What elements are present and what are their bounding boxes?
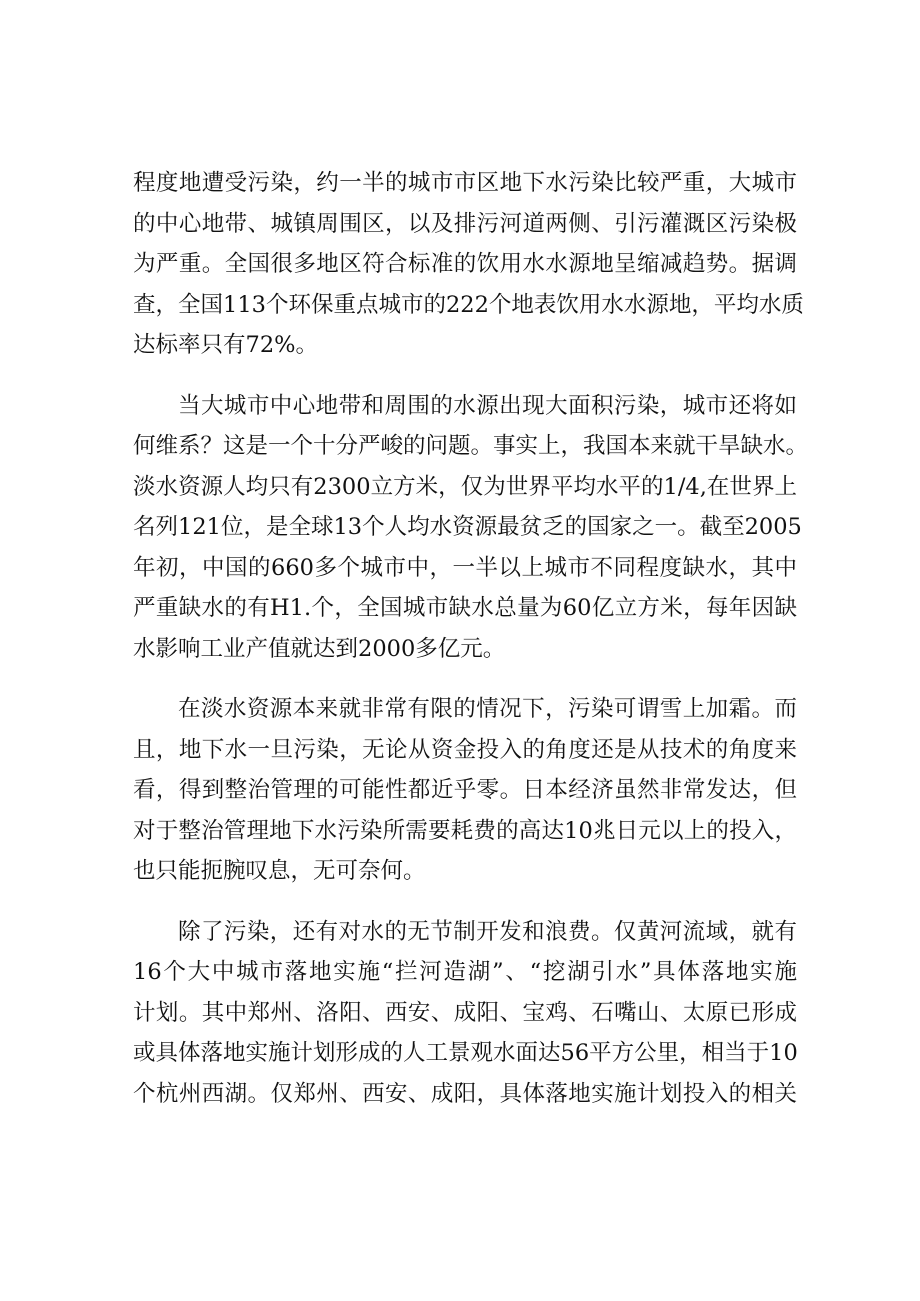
- text-line: 为严重。全国很多地区符合标准的饮用水水源地呈缩减趋势。据调: [133, 251, 797, 277]
- text-line: 也只能扼腕叹息，无可奈何。: [133, 858, 426, 884]
- text-line: 个杭州西湖。仅郑州、西安、成阳，具体落地实施计划投入的相关: [133, 1080, 797, 1107]
- text-line: 的中心地带、城镇周围区，以及排污河道两侧、引污灌溉区污染极: [133, 210, 797, 237]
- text-line: 16个大中城市落地实施“拦河造湖”、“挖湖引水”具体落地实施: [133, 959, 797, 985]
- text-line: 在淡水资源本来就非常有限的情况下，污染可谓雪上加霜。而: [178, 696, 797, 722]
- text-line: 何维系？这是一个十分严峻的问题。事实上，我国本来就干旱缺水。: [133, 433, 809, 459]
- paragraph-2: [133, 386, 809, 670]
- paragraph-4: [133, 912, 797, 1115]
- document-body: [133, 163, 809, 1134]
- paragraph-3: [133, 689, 797, 892]
- text-line: 对于整治管理地下水污染所需要耗费的高达10兆日元以上的投入，: [133, 817, 797, 844]
- text-line: 水影响工业产值就达到2000多亿元。: [133, 635, 506, 662]
- text-line: 查，全国113个环保重点城市的222个地表饮用水水源地，平均水质: [133, 291, 804, 318]
- text-line: 看，得到整治管理的可能性都近乎零。日本经济虽然非常发达，但: [133, 777, 797, 803]
- text-line: 程度地遭受污染，约一半的城市市区地下水污染比较严重，大城市: [133, 170, 797, 196]
- text-line: 或具体落地实施计划形成的人工景观水面达56平方公里，相当于10: [133, 1040, 798, 1066]
- text-line: 严重缺水的有H1.个，全国城市缺水总量为60亿立方米，每年因缺: [133, 595, 797, 621]
- text-line: 名列121位，是全球13个人均水资源最贫乏的国家之一。截至2005: [133, 514, 802, 540]
- text-line: 淡水资源人均只有2300立方米，仅为世界平均水平的1/4,在世界上: [133, 473, 797, 500]
- text-line: 当大城市中心地带和周围的水源出现大面积污染，城市还将如: [178, 392, 797, 419]
- text-line: 且，地下水一旦污染，无论从资金投入的角度还是从技术的角度来: [133, 736, 797, 763]
- text-line: 计划。其中郑州、洛阳、西安、成阳、宝鸡、石嘴山、太原已形成: [133, 999, 797, 1026]
- paragraph-1: [133, 163, 804, 366]
- text-line: 除了污染，还有对水的无节制开发和浪费。仅黄河流域，就有: [178, 918, 797, 945]
- text-line: 达标率只有72%。: [133, 332, 319, 358]
- text-line: 年初，中国的660多个城市中，一半以上城市不同程度缺水，其中: [133, 554, 797, 581]
